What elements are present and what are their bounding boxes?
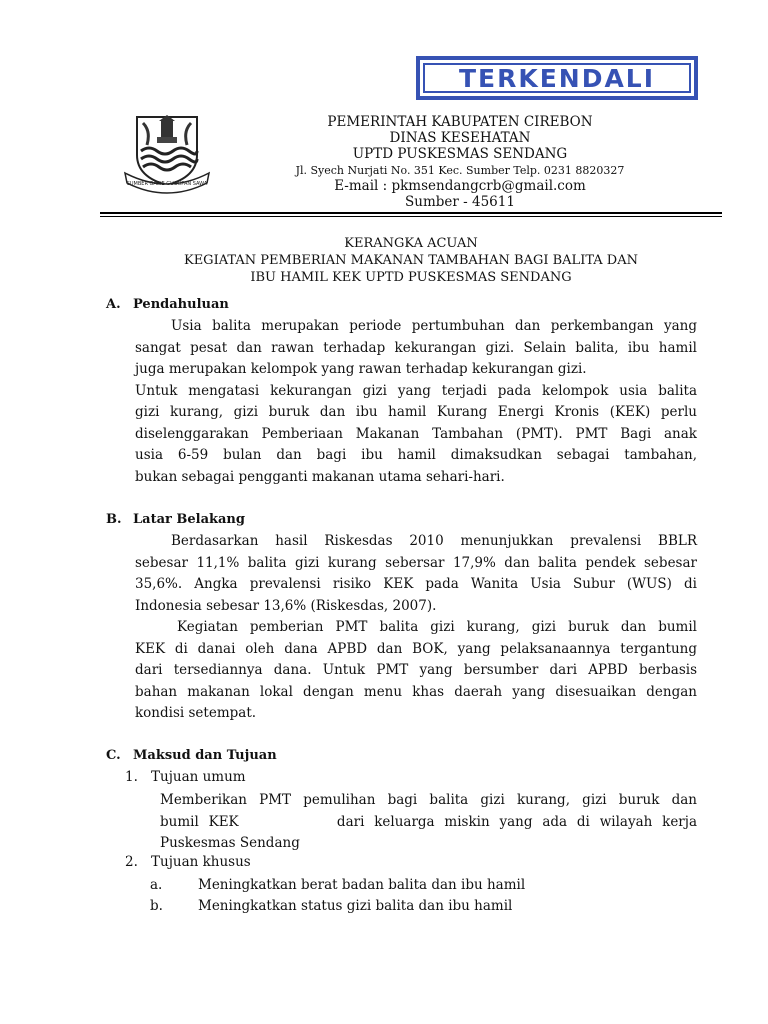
list-number: 1. — [125, 769, 138, 785]
tujuan-umum-body — [160, 790, 697, 855]
list-item-tujuan-umum — [125, 769, 246, 785]
document-subtitle-line1: KEGIATAN PEMBERIAN MAKANAN TAMBAHAN BAGI BALITA DAN — [183, 253, 638, 268]
section-a-title: Pendahuluan — [133, 297, 229, 312]
logo-ribbon-text: SUMBER GAWE GUGUPAN SAWA — [126, 181, 208, 187]
text-line: Usia balita merupakan periode pertumbuhan dan perkembangan yang — [171, 318, 697, 334]
section-b-heading — [106, 512, 245, 527]
text-line: bumil KEK dari keluarga miskin yang ada di wilayah kerja — [160, 813, 697, 830]
section-c-letter: C. — [106, 748, 121, 763]
text-line: kondisi setempat. — [135, 705, 257, 721]
text-line: diselenggarakan Pemberiaan Makanan Tambahan (PMT). PMT Bagi anak — [135, 425, 697, 442]
text-line: 35,6%. Angka prevalensi risiko KEK pada Wanita Usia Subur (WUS) di — [135, 576, 697, 592]
stamp-text: TERKENDALI — [458, 63, 656, 93]
section-b-letter: B. — [106, 512, 122, 527]
letterhead-email: E-mail : pkmsendangcrb@gmail.com — [334, 178, 586, 194]
sub-item-b — [150, 898, 512, 914]
text-line: juga merupakan kelompok yang rawan terhadap kekurangan gizi. — [135, 361, 587, 377]
document-title: KERANGKA ACUAN — [344, 236, 478, 251]
list-item-tujuan-khusus — [125, 854, 251, 870]
section-a-letter: A. — [106, 297, 121, 312]
sub-item-a — [150, 877, 525, 893]
text-line: sangat pesat dan rawan terhadap kekurangan gizi. Selain balita, ibu hamil — [135, 339, 697, 356]
text-line: Untuk mengatasi kekurangan gizi yang terjadi pada kelompok usia balita — [135, 382, 697, 399]
text-line: Berdasarkan hasil Riskesdas 2010 menunjukkan prevalensi BBLR — [171, 533, 697, 549]
text-line: sebesar 11,1% balita gizi kurang sebersar 17,9% dan balita pendek sebesar — [135, 554, 697, 571]
text-line: gizi kurang, gizi buruk dan ibu hamil Kurang Energi Kronis (KEK) perlu — [135, 404, 697, 420]
text-line: Memberikan PMT pemulihan bagi balita gizi kurang, gizi buruk dan — [160, 792, 697, 808]
list-number: 2. — [125, 854, 138, 870]
letterhead-rule-thick — [100, 212, 722, 214]
letterhead-rule-thin — [100, 216, 722, 217]
list-label: Tujuan khusus — [151, 854, 251, 870]
letterhead-department: DINAS KESEHATAN — [389, 130, 531, 146]
letterhead-government: PEMERINTAH KABUPATEN CIREBON — [327, 114, 593, 130]
text-line: Puskesmas Sendang — [160, 835, 300, 851]
text-line: Indonesia sebesar 13,6% (Riskesdas, 2007). — [135, 597, 437, 614]
letterhead-address: Jl. Syech Nurjati No. 351 Kec. Sumber Telp. 0231 8820327 — [295, 164, 625, 177]
section-a-heading — [106, 297, 229, 312]
list-label: Tujuan umum — [151, 769, 246, 785]
section-b-body — [135, 531, 697, 725]
sub-item-text: Meningkatkan berat badan balita dan ibu hamil — [198, 877, 526, 893]
text-line: bukan sebagai pengganti makanan utama sehari-hari. — [135, 468, 505, 485]
text-line: usia 6-59 bulan dan bagi ibu hamil dimaksudkan sebagai tambahan, — [135, 447, 697, 463]
letterhead-unit: UPTD PUSKESMAS SENDANG — [352, 146, 568, 162]
sub-item-letter: b. — [150, 898, 163, 914]
section-a-body — [135, 316, 697, 488]
text-line: dari tersediannya dana. Untuk PMT yang bersumber dari APBD berbasis — [135, 662, 697, 678]
document-subtitle-line2: IBU HAMIL KEK UPTD PUSKESMAS SENDANG — [250, 270, 572, 285]
section-b-title: Latar Belakang — [133, 512, 245, 527]
sub-item-text: Meningkatkan status gizi balita dan ibu hamil — [198, 898, 513, 914]
sub-item-letter: a. — [150, 877, 163, 893]
letterhead-city: Sumber - 45611 — [405, 194, 515, 210]
text-line: bahan makanan lokal dengan menu khas daerah yang disesuaikan dengan — [135, 683, 697, 700]
terkendali-stamp — [416, 56, 698, 100]
section-c-heading — [106, 748, 277, 763]
section-c-title: Maksud dan Tujuan — [133, 748, 277, 763]
text-line: Kegiatan pemberian PMT balita gizi kurang, gizi buruk dan bumil — [177, 619, 697, 635]
text-line: KEK di danai oleh dana APBD dan BOK, yang pelaksanaannya tergantung — [135, 640, 697, 657]
